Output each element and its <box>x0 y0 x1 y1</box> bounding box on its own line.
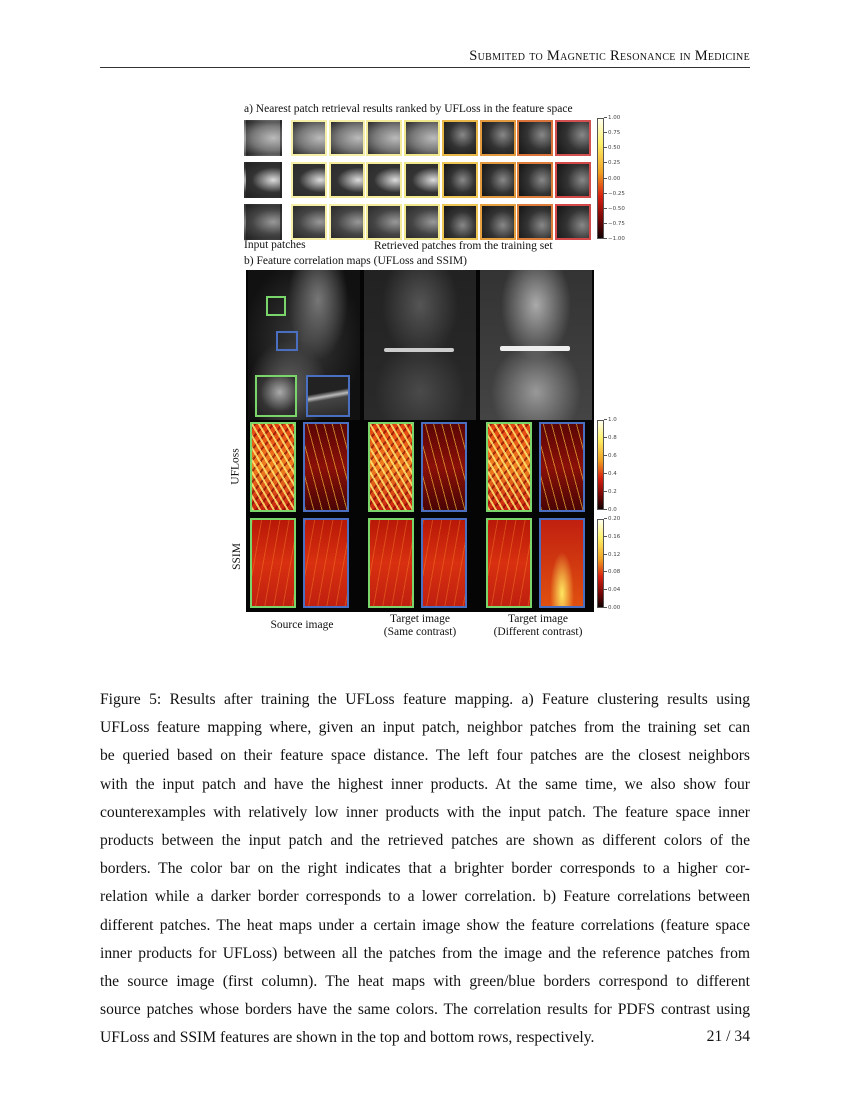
caption-line: borders. The color bar on the right indicates that a brighter border corresponds to a higher cor- <box>100 860 750 878</box>
colorbar-a <box>597 118 604 239</box>
input-patch <box>244 162 282 198</box>
colorbar-tick-label: 0.00 <box>604 605 620 611</box>
colorbar-tick-label: −0.50 <box>604 206 625 212</box>
target-knee-same-contrast <box>364 270 476 420</box>
running-head: Submited to Magnetic Resonance in Medicine <box>469 48 750 64</box>
ssim-heatmap-green <box>486 518 532 608</box>
caption-line: products between the input patch and the retrieved patches are shown as different colors of the <box>100 832 750 850</box>
retrieved-patch <box>404 204 440 240</box>
retrieved-patch <box>442 204 478 240</box>
retrieved-patch <box>366 162 402 198</box>
colorbar-tick-label: 0.04 <box>604 587 620 593</box>
caption-line: counterexamples with relatively low inner products with the input patch. The feature space inner <box>100 803 750 821</box>
column-label-line: Target image <box>390 613 450 625</box>
blue-patch-zoom <box>306 375 350 417</box>
colorbar-tick-label: 0.16 <box>604 534 620 540</box>
ssim-heatmap-green <box>250 518 296 608</box>
retrieved-patches-label: Retrieved patches from the training set <box>374 240 553 252</box>
retrieved-patch <box>329 162 365 198</box>
retrieved-patch <box>291 120 327 156</box>
colorbar-tick-label: 0.8 <box>604 435 617 441</box>
column-label-line: Target image <box>508 613 568 625</box>
ssim-heatmap-blue <box>421 518 467 608</box>
retrieved-patch <box>366 120 402 156</box>
retrieved-patch <box>517 120 553 156</box>
part-b-title: b) Feature correlation maps (UFLoss and SSIM) <box>244 255 467 267</box>
retrieved-patch <box>555 120 591 156</box>
colorbar-tick-label: −1.00 <box>604 236 625 242</box>
column-label-source: Source image <box>270 619 334 631</box>
figure-caption <box>100 686 750 1053</box>
ufloss-heatmap-blue <box>539 422 585 512</box>
retrieved-patch <box>480 204 516 240</box>
ssim-heatmap-blue <box>539 518 585 608</box>
green-patch-zoom <box>255 375 297 417</box>
retrieved-patch <box>517 162 553 198</box>
colorbar-tick-label: 0.25 <box>604 160 620 166</box>
colorbar-tick-label: 0.4 <box>604 471 617 477</box>
colorbar-tick-label: −0.75 <box>604 221 625 227</box>
caption-line: UFLoss feature mapping where, given an input patch, neighbor patches from the training set can <box>100 719 750 737</box>
input-patches-label: Input patches <box>244 239 306 251</box>
caption-line: Figure 5: Results after training the UFLoss feature mapping. a) Feature clustering results using <box>100 691 750 708</box>
colorbar-tick-label: 0.12 <box>604 552 620 558</box>
retrieved-patch <box>555 162 591 198</box>
ufloss-heatmap-green <box>250 422 296 512</box>
colorbar-tick-label: 1.0 <box>604 417 617 423</box>
input-patch <box>244 204 282 240</box>
retrieved-patch <box>480 120 516 156</box>
colorbar-tick-label: 0.50 <box>604 145 620 151</box>
colorbar-tick-label: 0.75 <box>604 130 620 136</box>
ufloss-heatmap-blue <box>421 422 467 512</box>
green-reference-box <box>266 296 286 316</box>
retrieved-patch <box>442 162 478 198</box>
colorbar-tick-label: 0.6 <box>604 453 617 459</box>
colorbar-tick-label: −0.25 <box>604 191 625 197</box>
retrieved-patch <box>480 162 516 198</box>
joint-line <box>500 346 570 351</box>
colorbar-tick-label: 0.08 <box>604 569 620 575</box>
caption-line: relation while a darker border corresponds to a lower correlation. b) Feature correlations between <box>100 888 750 906</box>
caption-line: different patches. The heat maps under a certain image show the feature correlations (feature space <box>100 916 750 934</box>
caption-line: the source image (first column). The heat maps with green/blue borders correspond to different <box>100 973 750 991</box>
blue-reference-box <box>276 331 298 351</box>
retrieved-patch <box>366 204 402 240</box>
colorbar-tick-label: 0.0 <box>604 507 617 513</box>
column-label-different-contrast <box>478 613 598 639</box>
caption-line: inner products for UFLoss) between all the patches from the image and the reference patches from <box>100 944 750 962</box>
caption-line: be queried based on their feature space distance. The left four patches are the closest neighbors <box>100 747 750 765</box>
row-label-ufloss: UFLoss <box>229 448 242 485</box>
target-knee-different-contrast <box>480 270 592 420</box>
caption-line: with the input patch and have the highest inner products. At the same time, we also show four <box>100 775 750 793</box>
colorbar-ssim <box>597 519 604 608</box>
retrieved-patch <box>291 162 327 198</box>
joint-line <box>384 348 454 352</box>
retrieved-patch <box>517 204 553 240</box>
ufloss-heatmap-green <box>486 422 532 512</box>
colorbar-tick-label: 0.2 <box>604 489 617 495</box>
colorbar-tick-label: 0.00 <box>604 176 620 182</box>
column-label-line: (Same contrast) <box>383 626 457 638</box>
ufloss-heatmap-green <box>368 422 414 512</box>
retrieved-patch <box>291 204 327 240</box>
header-rule <box>100 67 750 68</box>
page-number: 21 / 34 <box>706 1028 750 1045</box>
ssim-heatmap-blue <box>303 518 349 608</box>
retrieved-patch <box>442 120 478 156</box>
ufloss-heatmap-blue <box>303 422 349 512</box>
retrieved-patch <box>329 120 365 156</box>
colorbar-tick-label: 0.20 <box>604 516 620 522</box>
retrieved-patch <box>404 120 440 156</box>
colorbar-ufloss <box>597 420 604 510</box>
retrieved-patch <box>404 162 440 198</box>
row-label-ssim: SSIM <box>230 543 243 570</box>
caption-line: source patches whose borders have the same colors. The correlation results for PDFS contrast using <box>100 1001 750 1019</box>
colorbar-tick-label: 1.00 <box>604 115 620 121</box>
retrieved-patch <box>329 204 365 240</box>
ssim-heatmap-green <box>368 518 414 608</box>
input-patch <box>244 120 282 156</box>
retrieved-patch <box>555 204 591 240</box>
part-a-title: a) Nearest patch retrieval results ranked by UFLoss in the feature space <box>244 103 573 115</box>
source-knee-image <box>248 270 360 420</box>
column-label-same-contrast <box>362 613 478 639</box>
column-label-line: (Different contrast) <box>493 626 583 638</box>
caption-line: UFLoss and SSIM features are shown in the top and bottom rows, respectively. <box>100 1029 595 1047</box>
